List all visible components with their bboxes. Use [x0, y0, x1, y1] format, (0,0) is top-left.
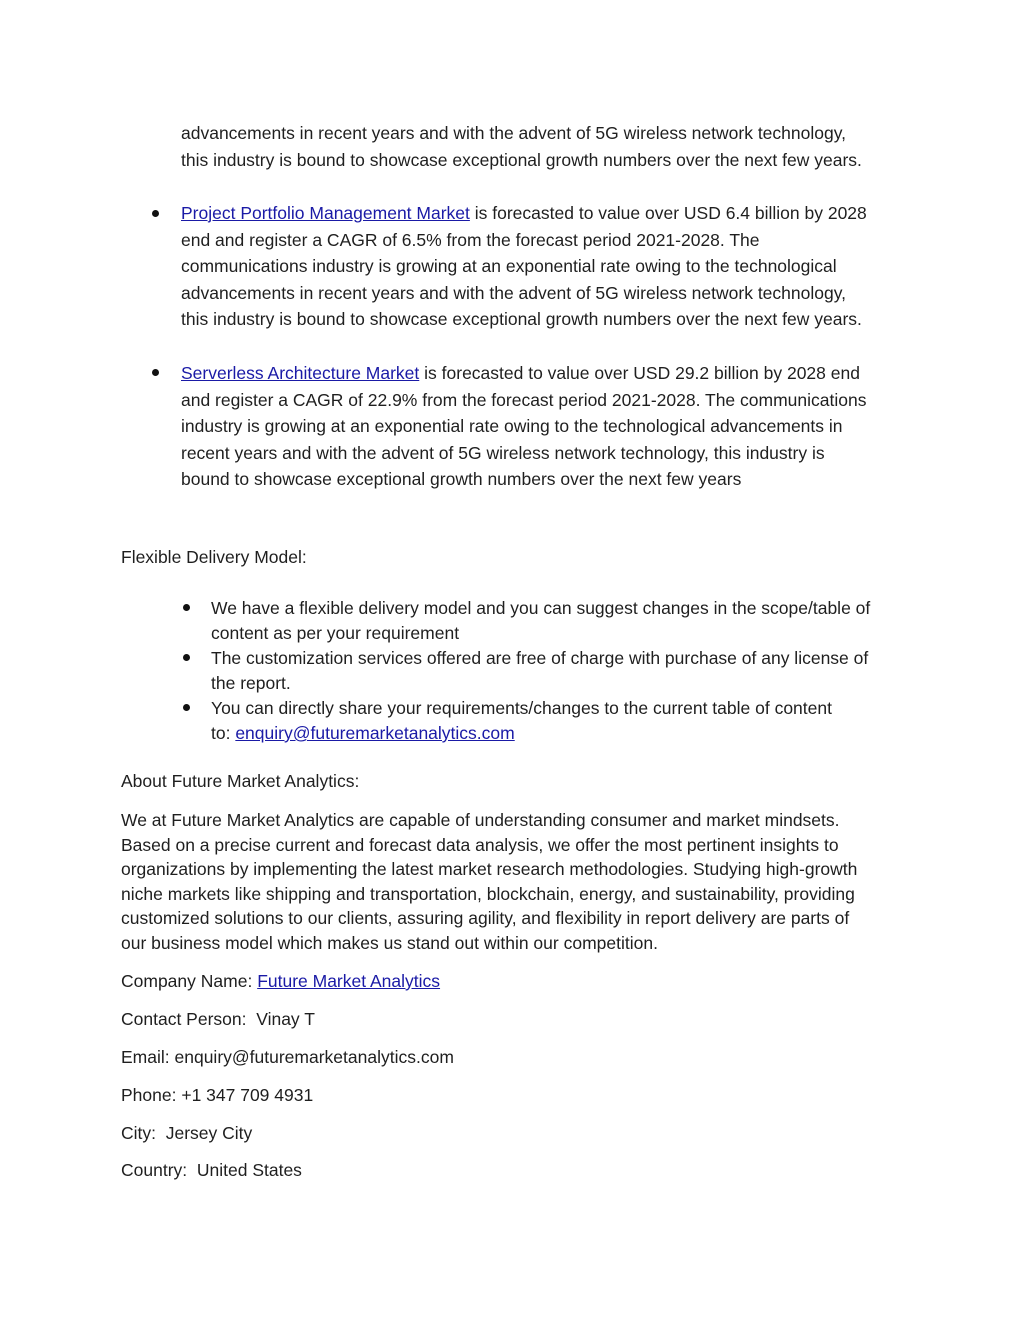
- text-line: niche markets like shipping and transportation, blockchain, energy, and sustainability, providing: [121, 883, 855, 904]
- text-line: bound to showcase exceptional growth numbers over the next few years: [181, 469, 742, 489]
- intro-continuation: [181, 120, 911, 173]
- contact-label: Company Name: [121, 971, 248, 991]
- serverless-architecture-link[interactable]: Serverless Architecture Market: [181, 363, 420, 383]
- contact-email: [121, 1045, 454, 1069]
- enquiry-email-link[interactable]: enquiry@futuremarketanalytics.com: [235, 723, 515, 743]
- flexible-item: [211, 646, 911, 696]
- text-line: We have a flexible delivery model and you can suggest changes in the scope/table of: [211, 598, 871, 618]
- text-line: and register a CAGR of 22.9% from the forecast period 2021-2028. The communications: [181, 389, 867, 410]
- contact-separator: :: [164, 1047, 175, 1067]
- text-line: advancements in recent years and with the advent of 5G wireless network technology,: [181, 282, 847, 303]
- text-line: our business model which makes us stand out within our competition.: [121, 932, 658, 953]
- contact-value: +1 347 709 4931: [181, 1085, 314, 1105]
- contact-country: [121, 1158, 302, 1182]
- text-line: [181, 200, 911, 227]
- text-span: to:: [211, 723, 236, 743]
- text-line: this industry is bound to showcase exceptional growth numbers over the next few years.: [181, 149, 862, 170]
- contact-separator: :: [171, 1085, 182, 1105]
- text-line: this industry is bound to showcase exceptional growth numbers over the next few years.: [181, 309, 862, 329]
- text-line: The customization services offered are free of charge with purchase of any license of: [211, 648, 869, 668]
- contact-label: Email: [121, 1047, 165, 1067]
- text-span: is forecasted to value over USD 29.2 billion by 2028 end: [419, 363, 860, 383]
- contact-value: Vinay T: [256, 1009, 315, 1029]
- company-link[interactable]: Future Market Analytics: [257, 971, 441, 991]
- contact-phone: [121, 1083, 313, 1107]
- project-portfolio-link[interactable]: Project Portfolio Management Market: [181, 203, 470, 223]
- about-paragraph: [121, 808, 911, 955]
- text-line: industry is growing at an exponential rate owing to the technological advancements in: [181, 416, 843, 436]
- text-line: communications industry is growing at an exponential rate owing to the technological: [181, 256, 837, 276]
- market-bullet-project-portfolio: [181, 200, 911, 333]
- text-line: recent years and with the advent of 5G wireless network technology, this industry is: [181, 442, 825, 463]
- contact-separator: :: [247, 971, 258, 991]
- text-line: organizations by implementing the latest market research methodologies. Studying high-growth: [121, 859, 858, 879]
- text-line: customized solutions to our clients, assuring agility, and flexibility in report delivery are parts of: [121, 908, 850, 928]
- market-bullet-serverless: [181, 360, 911, 493]
- text-line: Based on a precise current and forecast data analysis, we offer the most pertinent insights to: [121, 834, 839, 855]
- text-line: end and register a CAGR of 6.5% from the forecast period 2021-2028. The: [181, 229, 760, 250]
- text-line: You can directly share your requirements/changes to the current table of content: [211, 698, 832, 718]
- about-heading: About Future Market Analytics:: [121, 771, 360, 791]
- contact-label: Contact Person: [121, 1009, 242, 1029]
- contact-company: [121, 969, 440, 993]
- contact-person: [121, 1007, 315, 1031]
- bullet-icon: [183, 654, 190, 661]
- flexible-delivery-heading: Flexible Delivery Model:: [121, 547, 307, 567]
- bullet-icon: [152, 369, 159, 376]
- flexible-item: [211, 696, 911, 746]
- contact-separator: :: [241, 1009, 257, 1029]
- text-line: [181, 360, 911, 387]
- contact-label: Phone: [121, 1085, 172, 1105]
- contact-separator: :: [182, 1160, 197, 1180]
- contact-label: Country: [121, 1160, 183, 1180]
- bullet-icon: [183, 604, 190, 611]
- contact-value: enquiry@futuremarketanalytics.com: [174, 1047, 454, 1067]
- flexible-item: [211, 596, 911, 646]
- contact-value: Jersey City: [165, 1123, 253, 1143]
- contact-value: United States: [196, 1160, 302, 1180]
- text-line: We at Future Market Analytics are capable of understanding consumer and market mindsets.: [121, 810, 840, 830]
- bullet-icon: [183, 704, 190, 711]
- contact-city: [121, 1121, 252, 1145]
- text-line: advancements in recent years and with the advent of 5G wireless network technology,: [181, 123, 847, 143]
- text-line: [211, 721, 911, 746]
- contact-separator: :: [151, 1123, 166, 1143]
- text-span: is forecasted to value over USD 6.4 billion by 2028: [469, 203, 867, 223]
- text-line: the report.: [211, 673, 291, 693]
- contact-label: City: [121, 1123, 152, 1143]
- text-line: content as per your requirement: [211, 623, 460, 643]
- bullet-icon: [152, 210, 159, 217]
